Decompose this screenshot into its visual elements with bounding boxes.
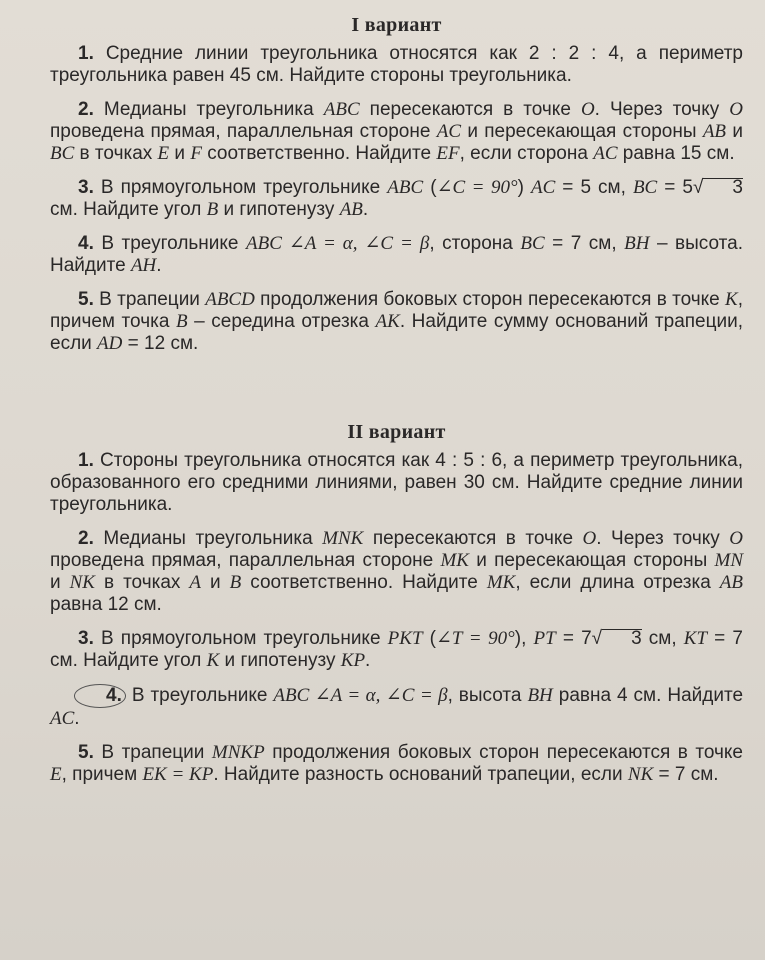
math: KP — [340, 650, 366, 671]
math: AD — [97, 333, 123, 354]
math: ABCD — [205, 289, 255, 310]
math: ABC — [387, 177, 424, 198]
math: ABC — [323, 99, 360, 120]
text: . — [362, 199, 369, 220]
math: KT — [683, 628, 708, 649]
text: Медианы треугольника — [103, 99, 324, 120]
math: BH — [624, 233, 650, 254]
text: соответственно. Найдите — [241, 572, 487, 593]
text: , если сторона — [459, 143, 594, 164]
text: = 5 — [657, 177, 693, 198]
text: в точках — [74, 143, 158, 164]
text: ( — [423, 177, 437, 198]
text: , причем — [61, 764, 143, 785]
sqrt-sign: √ — [591, 628, 603, 649]
text: равна 4 см. Найдите — [552, 685, 744, 706]
math: ∠C = 90° — [436, 177, 518, 198]
math: PT — [533, 628, 556, 649]
math: NK — [69, 572, 95, 593]
text: В треугольнике — [101, 233, 246, 254]
math: O — [729, 528, 743, 549]
text: и гипотенузу — [219, 650, 341, 671]
math: ABC ∠A = α, ∠C = β — [273, 685, 448, 706]
text: ( — [422, 628, 436, 649]
sqrt-radicand: 3 — [602, 629, 642, 648]
v1-problem-2 — [50, 99, 743, 165]
text: проведена прямая, параллельная стороне — [50, 550, 441, 571]
v1-problem-3 — [50, 177, 743, 221]
math: AC — [530, 177, 556, 198]
v1-problem-4 — [50, 233, 743, 277]
text: ) — [517, 177, 531, 198]
text: – середина отрезка — [187, 311, 376, 332]
text: В трапеции — [101, 742, 212, 763]
problem-text: Средние линии треугольника относятся как 2 : 2 : 4, а периметр треугольника равен 45 см. Найдите стороны треугольника. — [50, 43, 743, 86]
v2-problem-2 — [50, 528, 743, 616]
text: В трапеции — [99, 289, 206, 310]
sqrt-radicand: 3 — [703, 178, 743, 197]
math: BC — [520, 233, 545, 254]
problem-number: 1. — [78, 43, 94, 64]
text: Медианы треугольника — [103, 528, 323, 549]
math: B — [175, 311, 188, 332]
text: . — [365, 650, 371, 671]
math: ∠T = 90° — [436, 628, 515, 649]
math: O — [729, 99, 743, 120]
math: EF — [436, 143, 460, 164]
math: E — [157, 143, 170, 164]
text: = 5 см, — [555, 177, 633, 198]
problem-number: 5. — [78, 289, 94, 310]
math: B — [229, 572, 242, 593]
v1-problem-5 — [50, 289, 743, 355]
math: MNK — [322, 528, 364, 549]
text: , сторона — [429, 233, 521, 254]
text: – высота. Найдите — [50, 233, 743, 276]
text: , если длина отрезка — [515, 572, 720, 593]
text: . Через точку — [594, 99, 730, 120]
text: , причем точка — [50, 289, 743, 332]
text: В прямоугольном треугольнике — [101, 628, 388, 649]
text: и гипотенузу — [218, 199, 340, 220]
math: K — [206, 650, 220, 671]
text: пересекаются в точке — [363, 528, 583, 549]
problem-number: 2. — [78, 528, 94, 549]
v2-problem-3 — [50, 628, 743, 672]
v2-problem-1 — [50, 450, 743, 516]
math: NK — [627, 764, 654, 785]
math: K — [725, 289, 738, 310]
text: = 7 — [555, 628, 592, 649]
text: проведена прямая, параллельная стороне — [50, 121, 437, 142]
text: и пересекающая стороны — [468, 550, 715, 571]
text: равна 12 см. — [50, 594, 162, 615]
text: равна 15 см. — [617, 143, 735, 164]
text: соответственно. Найдите — [201, 143, 437, 164]
text: см, — [641, 628, 684, 649]
math: AC — [593, 143, 618, 164]
text: продолжения боковых сторон пересекаются в точке — [264, 742, 744, 763]
math: O — [580, 99, 595, 120]
text: и — [201, 572, 230, 593]
math: AC — [50, 708, 75, 729]
problem-number-circled: 4. — [74, 684, 126, 708]
problem-number: 5. — [78, 742, 94, 763]
math: F — [190, 143, 202, 164]
math: BC — [632, 177, 658, 198]
text: и — [726, 121, 743, 142]
math: AC — [436, 121, 462, 142]
math: MN — [714, 550, 743, 571]
math: O — [582, 528, 597, 549]
math: ABC ∠A = α, ∠C = β — [246, 233, 430, 254]
math: BH — [527, 685, 553, 706]
problem-number: 2. — [78, 99, 94, 120]
problem-number: 1. — [78, 450, 94, 471]
math: MK — [486, 572, 516, 593]
text: и — [169, 143, 191, 164]
problem-number: 4. — [78, 233, 94, 254]
text: и пересекающая стороны — [461, 121, 703, 142]
math: AB — [702, 121, 727, 142]
text: . Через точку — [596, 528, 730, 549]
problem-text: Стороны треугольника относятся как 4 : 5 : 6, а периметр треугольника, образованного его средними линиями, равен 30 см. Найдите средние линии треугольника. — [50, 450, 743, 515]
text: и — [50, 572, 70, 593]
text: = 12 см. — [122, 333, 199, 354]
text: продолжения боковых сторон пересекаются в точке — [254, 289, 726, 310]
text: = 7 см. — [653, 764, 719, 785]
math: AH — [130, 255, 157, 276]
math: B — [206, 199, 219, 220]
math: AK — [375, 311, 400, 332]
text: В треугольнике — [131, 685, 274, 706]
text: в точках — [94, 572, 190, 593]
text: . Найдите разность оснований трапеции, если — [213, 764, 628, 785]
math: E — [50, 764, 62, 785]
text: , высота — [447, 685, 528, 706]
text: . — [74, 708, 80, 729]
math: A — [189, 572, 202, 593]
math: AB — [719, 572, 743, 593]
text: см. Найдите угол — [50, 199, 207, 220]
text: = 7 см. Найдите угол — [50, 628, 743, 671]
text: В прямоугольном треугольнике — [100, 177, 388, 198]
text: . Найдите сумму оснований трапеции, если — [50, 311, 743, 354]
text: ), — [514, 628, 534, 649]
text: = 7 см, — [544, 233, 625, 254]
math: MK — [440, 550, 469, 571]
v2-problem-4 — [50, 684, 743, 730]
text: . — [156, 255, 162, 276]
v1-problem-1 — [50, 43, 743, 87]
sqrt-sign: √ — [692, 177, 704, 198]
math: EK = KP — [142, 764, 214, 785]
text: пересекаются в точке — [359, 99, 581, 120]
math: MNKP — [211, 742, 265, 763]
math: AB — [339, 199, 363, 220]
problem-number: 3. — [78, 628, 94, 649]
variant-1-title: I вариант — [351, 14, 442, 36]
variant-2-title: II вариант — [347, 421, 446, 443]
math: PKT — [387, 628, 423, 649]
problem-number: 3. — [78, 177, 94, 198]
math: BC — [50, 143, 75, 164]
v2-problem-5 — [50, 742, 743, 786]
